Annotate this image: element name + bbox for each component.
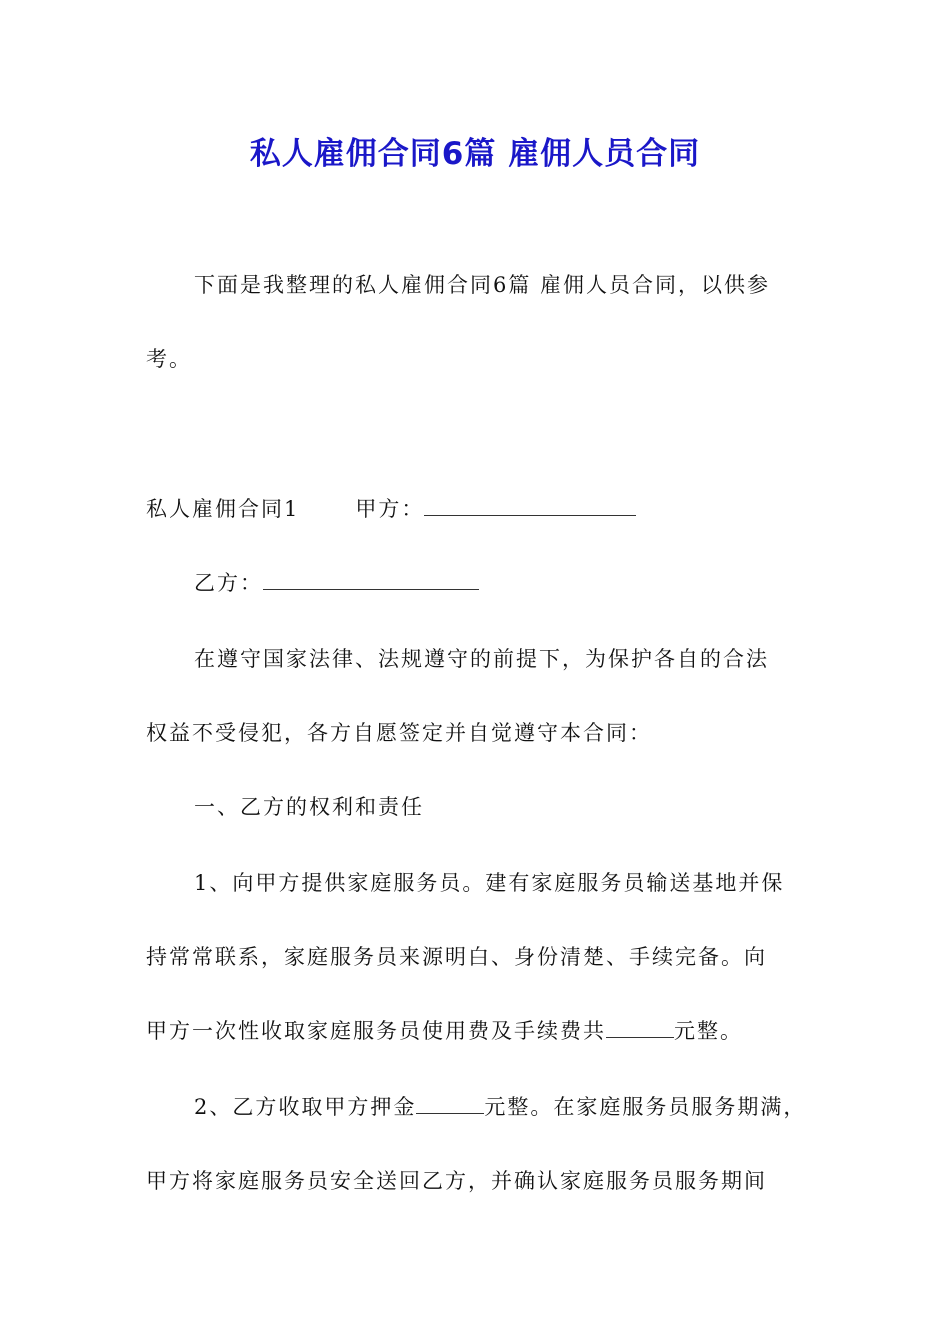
document-title: 私人雇佣合同6篇 雇佣人员合同 [249,136,701,172]
item-2-line-1 [194,1092,806,1122]
party-b-row [194,568,479,598]
deposit-amount-blank [416,1093,484,1114]
item-1-line-2: 持常常联系，家庭服务员来源明白、身份清楚、手续完备。向 [146,945,767,969]
section-1-heading: 一、乙方的权利和责任 [194,795,424,819]
preamble-line-2: 权益不受侵犯，各方自愿签定并自觉遵守本合同： [146,721,652,745]
item-1-line-3-text-a: 甲方一次性收取家庭服务员使用费及手续费共 [146,1019,606,1043]
item-2-line-1-text-a: 2、乙方收取甲方押金 [194,1095,417,1119]
item-2-line-1-text-b: 元整。在家庭服务员服务期满， [484,1095,807,1119]
party-a-label: 甲方： [355,497,425,521]
fee-amount-blank [606,1017,674,1038]
intro-line-2: 考。 [146,347,192,371]
contract-heading-row [146,494,636,524]
item-2-line-2: 甲方将家庭服务员安全送回乙方，并确认家庭服务员服务期间 [146,1169,767,1193]
intro-line-1: 下面是我整理的私人雇佣合同6篇 雇佣人员合同，以供参 [194,273,771,297]
party-b-label: 乙方： [194,571,263,595]
item-1-line-1: 1、向甲方提供家庭服务员。建有家庭服务员输送基地并保 [194,871,785,895]
item-1-line-3 [146,1016,743,1046]
preamble-line-1: 在遵守国家法律、法规遵守的前提下，为保护各自的合法 [194,647,769,671]
party-a-blank [424,495,636,516]
party-b-blank [263,569,479,590]
contract-heading: 私人雇佣合同1 [146,497,300,521]
item-1-line-3-text-b: 元整。 [674,1019,743,1043]
